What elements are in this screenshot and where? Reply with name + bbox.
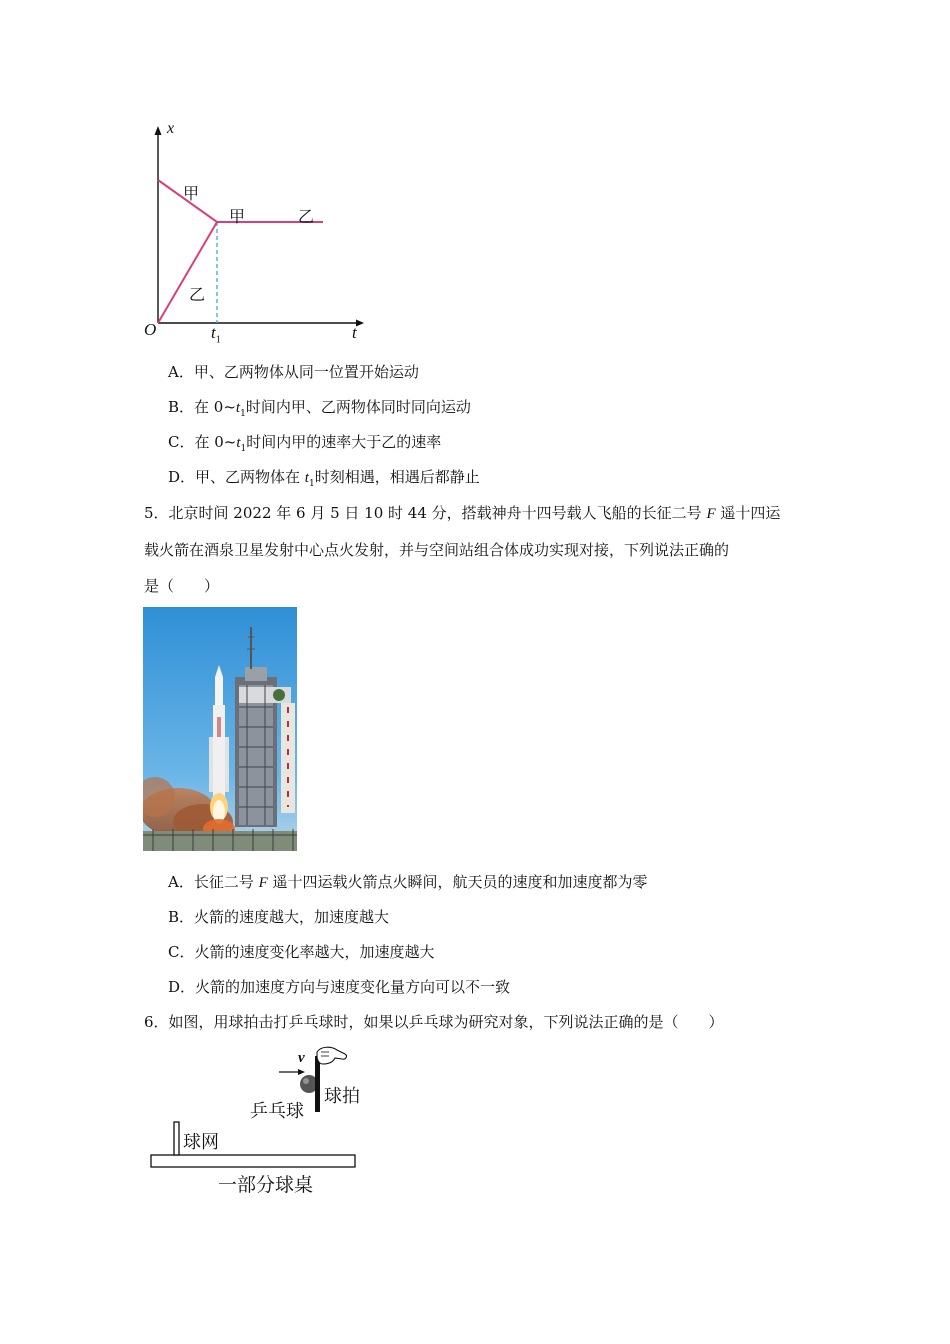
q4-option-c[interactable]: C．在 $0\sim t_1$时间内甲的速率大于乙的速率: [168, 433, 442, 454]
xt-graph: [130, 118, 380, 348]
net-shape: [174, 1122, 179, 1155]
jia-mid-label: 甲: [229, 207, 246, 226]
yi-line: [158, 222, 217, 323]
table-label: 一部分球桌: [218, 1174, 314, 1196]
x-axis-label: t: [352, 323, 357, 342]
yi-lower-label: 乙: [189, 285, 206, 304]
x-axis-arrow: [356, 320, 364, 327]
q5-option-b[interactable]: B．火箭的速度越大，加速度越大: [168, 908, 390, 926]
q5-stem-line2: 载火箭在酒泉卫星发射中心点火发射，并与空间站组合体成功实现对接，下列说法正确的: [144, 541, 730, 559]
q5-option-a[interactable]: A．长征二号 F 遥十四运载火箭点火瞬间，航天员的速度和加速度都为零: [168, 873, 648, 891]
paddle-shape: [315, 1056, 320, 1112]
q5-stem-line3: 是（ ）: [144, 577, 220, 595]
paddle-label: 球拍: [324, 1086, 360, 1107]
y-axis-arrow: [155, 126, 162, 135]
q5-option-d[interactable]: D．火箭的加速度方向与速度变化量方向可以不一致: [168, 978, 511, 996]
t1-tick-label: $t_1$: [211, 323, 221, 346]
q5-stem-line1: 5．北京时间 2022 年 6 月 5 日 10 时 44 分，搭载神舟十四号载人飞船的长征二号 F 遥十四运: [144, 504, 781, 522]
q4-option-d[interactable]: D．甲、乙两物体在 $t_1$时刻相遇，相遇后都静止: [168, 468, 480, 489]
yi-right-label: 乙: [298, 207, 315, 226]
table-shape: [151, 1155, 355, 1167]
velocity-label: v: [298, 1050, 305, 1066]
ball-label: 乒乓球: [250, 1101, 304, 1122]
origin-label: O: [144, 320, 157, 339]
q5-option-c[interactable]: C．火箭的速度变化率越大，加速度越大: [168, 943, 435, 961]
rocket-launch-photo: [143, 607, 297, 851]
q6-stem: 6．如图，用球拍击打乒乓球时，如果以乒乓球为研究对象，下列说法正确的是（ ）: [144, 1013, 724, 1031]
jia-upper-label: 甲: [183, 184, 200, 203]
q4-option-b[interactable]: B．在 $0\sim t_1$时间内甲、乙两物体同时同向运动: [168, 398, 471, 419]
y-axis-label: x: [167, 120, 175, 137]
q4-option-a[interactable]: A．甲、乙两物体从同一位置开始运动: [168, 363, 419, 381]
net-label: 球网: [183, 1132, 219, 1153]
